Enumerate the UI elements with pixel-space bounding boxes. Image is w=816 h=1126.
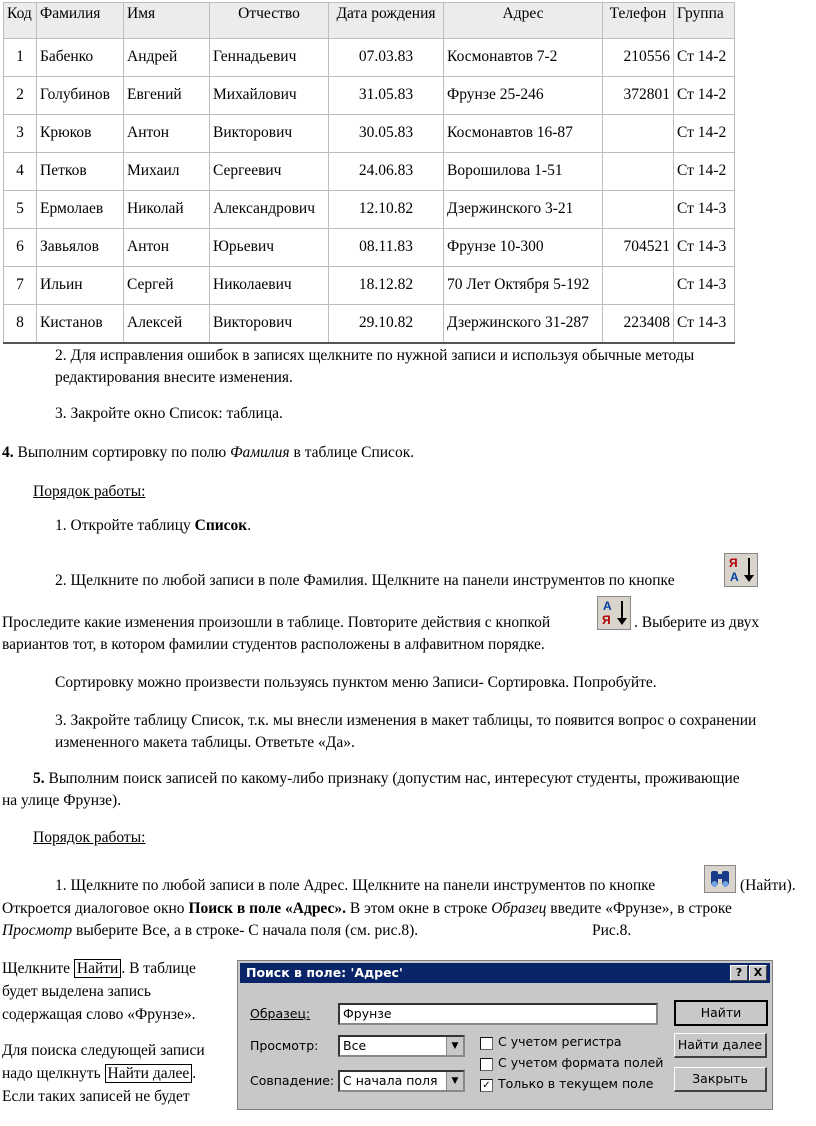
find-line3-view: Просмотр: [2, 922, 73, 939]
left-line-2: будет выделена запись: [2, 983, 151, 1000]
match-case-label: С учетом регистра: [498, 1034, 622, 1049]
left-line-4: Для поиска следующей записи: [2, 1042, 205, 1059]
cell-code[interactable]: 5: [4, 191, 37, 229]
find-next-button[interactable]: Найти далее: [674, 1033, 767, 1058]
svg-text:Я: Я: [602, 613, 611, 627]
cell-phone[interactable]: [603, 267, 674, 305]
find-button[interactable]: Найти: [674, 1000, 768, 1026]
cell-birthdate[interactable]: 12.10.82: [329, 191, 444, 229]
svg-text:А: А: [730, 570, 739, 584]
cell-firstname[interactable]: Сергей: [124, 267, 210, 305]
cell-lastname[interactable]: Бабенко: [37, 39, 124, 77]
cell-patronymic[interactable]: Юрьевич: [210, 229, 329, 267]
cell-address[interactable]: Дзержинского 31-287: [444, 305, 603, 344]
cell-address[interactable]: Космонавтов 16-87: [444, 115, 603, 153]
left-line-1-text: Щелкните: [2, 960, 74, 977]
header-patronymic: Отчество: [210, 3, 329, 39]
find-dialog: [237, 960, 773, 1110]
left-line-3: содержащая слово «Фрунзе».: [2, 1006, 196, 1023]
cell-group[interactable]: Ст 14-2: [674, 115, 735, 153]
cell-group[interactable]: Ст 14-3: [674, 267, 735, 305]
match-label: Совпадение:: [250, 1073, 335, 1088]
section-5-heading: [33, 768, 740, 790]
order-step-1-table: Список: [194, 517, 248, 534]
format-label: С учетом формата полей: [498, 1055, 664, 1070]
table-row[interactable]: [4, 77, 735, 115]
match-select[interactable]: [338, 1070, 465, 1092]
section-5-line2: на улице Фрунзе).: [2, 792, 122, 809]
cell-code[interactable]: 7: [4, 267, 37, 305]
left-line-5: [2, 1063, 196, 1085]
figure-caption: Рис.8.: [592, 922, 632, 939]
cell-birthdate[interactable]: 29.10.82: [329, 305, 444, 344]
header-group: Группа: [674, 3, 735, 39]
table-row[interactable]: [4, 229, 735, 267]
cell-code[interactable]: 6: [4, 229, 37, 267]
cell-group[interactable]: Ст 14-2: [674, 77, 735, 115]
cell-patronymic[interactable]: Викторович: [210, 115, 329, 153]
order-step-2c: вариантов тот, в котором фамилии студентов расположены в алфавитном порядке.: [2, 636, 545, 653]
cell-firstname[interactable]: Антон: [124, 115, 210, 153]
header-address: Адрес: [444, 3, 603, 39]
cell-address[interactable]: Ворошилова 1-51: [444, 153, 603, 191]
table-header-row: [4, 3, 735, 39]
binoculars-icon[interactable]: [704, 865, 736, 893]
cell-address[interactable]: 70 Лет Октября 5-192: [444, 267, 603, 305]
cell-code[interactable]: 3: [4, 115, 37, 153]
find-line2-dialog: Поиск в поле «Адрес».: [188, 900, 347, 917]
cell-code[interactable]: 1: [4, 39, 37, 77]
find-step-1-line3: [2, 920, 418, 942]
cell-firstname[interactable]: Антон: [124, 229, 210, 267]
step-2-line2: редактирования внесите изменения.: [55, 369, 293, 386]
table-row[interactable]: [4, 191, 735, 229]
cell-phone[interactable]: [603, 115, 674, 153]
cell-lastname[interactable]: Завьялов: [37, 229, 124, 267]
find-line2-sample: Образец: [491, 900, 547, 917]
cell-code[interactable]: 2: [4, 77, 37, 115]
view-select[interactable]: [338, 1035, 465, 1057]
cell-lastname[interactable]: Петков: [37, 153, 124, 191]
sort-ascending-icon[interactable]: [597, 596, 631, 630]
help-button[interactable]: ?: [730, 965, 748, 981]
cell-phone[interactable]: 704521: [603, 229, 674, 267]
cell-lastname[interactable]: Ермолаев: [37, 191, 124, 229]
cell-phone[interactable]: 223408: [603, 305, 674, 344]
cell-patronymic[interactable]: Викторович: [210, 305, 329, 344]
cell-firstname[interactable]: Андрей: [124, 39, 210, 77]
cell-address[interactable]: Фрунзе 10-300: [444, 229, 603, 267]
cell-lastname[interactable]: Крюков: [37, 115, 124, 153]
header-code: Код: [4, 3, 37, 39]
cell-lastname[interactable]: Кистанов: [37, 305, 124, 344]
cell-address[interactable]: Космонавтов 7-2: [444, 39, 603, 77]
cell-lastname[interactable]: Ильин: [37, 267, 124, 305]
table-row[interactable]: [4, 153, 735, 191]
cell-patronymic[interactable]: Александрович: [210, 191, 329, 229]
find-line3-text: выберите Все, а в строке- С начала поля (см. рис.8).: [72, 922, 419, 939]
students-table: [3, 2, 735, 344]
cell-group[interactable]: Ст 14-3: [674, 305, 735, 344]
cell-group[interactable]: Ст 14-3: [674, 191, 735, 229]
cell-patronymic[interactable]: Николаевич: [210, 267, 329, 305]
order-step-2: 2. Щелкните по любой записи в поле Фамилия. Щелкните на панели инструментов по кнопке: [55, 572, 675, 589]
view-select-value: Все: [343, 1038, 367, 1053]
sample-input[interactable]: Фрунзе: [338, 1003, 658, 1025]
section-4-number: 4.: [2, 444, 14, 461]
cell-code[interactable]: 4: [4, 153, 37, 191]
find-step-1: 1. Щелкните по любой записи в поле Адрес. Щелкните на панели инструментов по кнопке: [55, 877, 656, 894]
table-row[interactable]: [4, 267, 735, 305]
dialog-title: Поиск в поле: 'Адрес': [240, 963, 770, 983]
cell-birthdate[interactable]: 07.03.83: [329, 39, 444, 77]
format-checkbox[interactable]: [480, 1058, 493, 1071]
left-line-1: [2, 958, 196, 980]
cell-birthdate[interactable]: 08.11.83: [329, 229, 444, 267]
step-2-line1: 2. Для исправления ошибок в записях щелкните по нужной записи и используя обычные методы: [55, 347, 695, 364]
section-4-heading: [2, 442, 414, 464]
cell-code[interactable]: 8: [4, 305, 37, 344]
find-line2-text2: В этом окне в строке: [346, 900, 492, 917]
cell-group[interactable]: Ст 14-3: [674, 229, 735, 267]
cell-group[interactable]: Ст 14-2: [674, 39, 735, 77]
close-icon[interactable]: X: [749, 965, 767, 981]
cell-firstname[interactable]: Николай: [124, 191, 210, 229]
cell-birthdate[interactable]: 30.05.83: [329, 115, 444, 153]
cell-patronymic[interactable]: Сергеевич: [210, 153, 329, 191]
section-4-text: Выполним сортировку по полю: [13, 444, 231, 461]
cell-birthdate[interactable]: 18.12.82: [329, 267, 444, 305]
sort-note: Сортировку можно произвести пользуясь пунктом меню Записи- Сортировка. Попробуйте.: [55, 674, 657, 691]
find-line2-text: Откроется диалоговое окно: [2, 900, 189, 917]
svg-text:Я: Я: [729, 556, 738, 570]
sort-descending-icon[interactable]: [724, 553, 758, 587]
order-heading-1: Порядок работы:: [33, 483, 146, 500]
find-step-1-end: (Найти).: [740, 877, 796, 894]
left-line-6: Если таких записей не будет: [2, 1088, 190, 1105]
sample-label: Образец:: [250, 1006, 311, 1021]
cell-phone[interactable]: [603, 153, 674, 191]
header-firstname: Имя: [124, 3, 210, 39]
order-step-1-dot: .: [247, 517, 252, 534]
table-row[interactable]: [4, 305, 735, 344]
chevron-down-icon[interactable]: ▼: [446, 1072, 463, 1090]
cell-firstname[interactable]: Михаил: [124, 153, 210, 191]
match-select-value: С начала поля: [343, 1073, 438, 1088]
table-row[interactable]: [4, 115, 735, 153]
match-case-checkbox[interactable]: [480, 1037, 493, 1050]
header-birthdate: Дата рождения: [329, 3, 444, 39]
inline-find-button: Найти: [74, 959, 121, 978]
order-step-2b: Проследите какие изменения произошли в таблице. Повторите действия с кнопкой: [2, 614, 551, 631]
cell-patronymic[interactable]: Михайлович: [210, 77, 329, 115]
view-label: Просмотр:: [250, 1038, 319, 1053]
section-4-field: Фамилия: [230, 444, 290, 461]
order-step-3-line1: 3. Закройте таблицу Список, т.к. мы внесли изменения в макет таблицы, то появится вопрос о сохранении: [55, 712, 757, 729]
left-line-1-end: . В таблице: [121, 960, 196, 977]
cell-firstname[interactable]: Евгений: [124, 77, 210, 115]
order-step-1-text: 1. Откройте таблицу: [55, 517, 195, 534]
chevron-down-icon[interactable]: ▼: [446, 1037, 463, 1055]
cell-birthdate[interactable]: 31.05.83: [329, 77, 444, 115]
cell-group[interactable]: Ст 14-2: [674, 153, 735, 191]
current-field-checkbox[interactable]: ✓: [480, 1079, 493, 1092]
current-field-label: Только в текущем поле: [498, 1076, 654, 1091]
order-step-3-line2: измененного макета таблицы. Ответьте «Да».: [55, 734, 355, 751]
inline-find-next-button: Найти далее: [105, 1064, 193, 1083]
section-5-text: Выполним поиск записей по какому-либо признаку (допустим нас, интересуют студенты, проживающие: [44, 770, 740, 787]
order-step-1: [55, 515, 251, 537]
cell-patronymic[interactable]: Геннадьевич: [210, 39, 329, 77]
header-lastname: Фамилия: [37, 3, 124, 39]
cell-phone[interactable]: [603, 191, 674, 229]
cell-phone[interactable]: 210556: [603, 39, 674, 77]
step-3: 3. Закройте окно Список: таблица.: [55, 405, 283, 422]
cell-lastname[interactable]: Голубинов: [37, 77, 124, 115]
cell-phone[interactable]: 372801: [603, 77, 674, 115]
cell-address[interactable]: Дзержинского 3-21: [444, 191, 603, 229]
find-step-1-line2: [2, 898, 732, 920]
section-5-number: 5.: [33, 770, 45, 787]
svg-text:А: А: [603, 599, 612, 613]
left-line-5-text: надо щелкнуть: [2, 1065, 105, 1082]
table-row[interactable]: [4, 39, 735, 77]
section-4-text-end: в таблице Список.: [289, 444, 415, 461]
cell-address[interactable]: Фрунзе 25-246: [444, 77, 603, 115]
close-button[interactable]: Закрыть: [674, 1067, 767, 1092]
cell-birthdate[interactable]: 24.06.83: [329, 153, 444, 191]
header-phone: Телефон: [603, 3, 674, 39]
order-heading-2: Порядок работы:: [33, 829, 146, 846]
order-step-2b-end: . Выберите из двух: [634, 614, 760, 631]
left-line-5-end: .: [192, 1065, 197, 1082]
find-line2-text3: введите «Фрунзе», в строке: [546, 900, 732, 917]
cell-firstname[interactable]: Алексей: [124, 305, 210, 344]
